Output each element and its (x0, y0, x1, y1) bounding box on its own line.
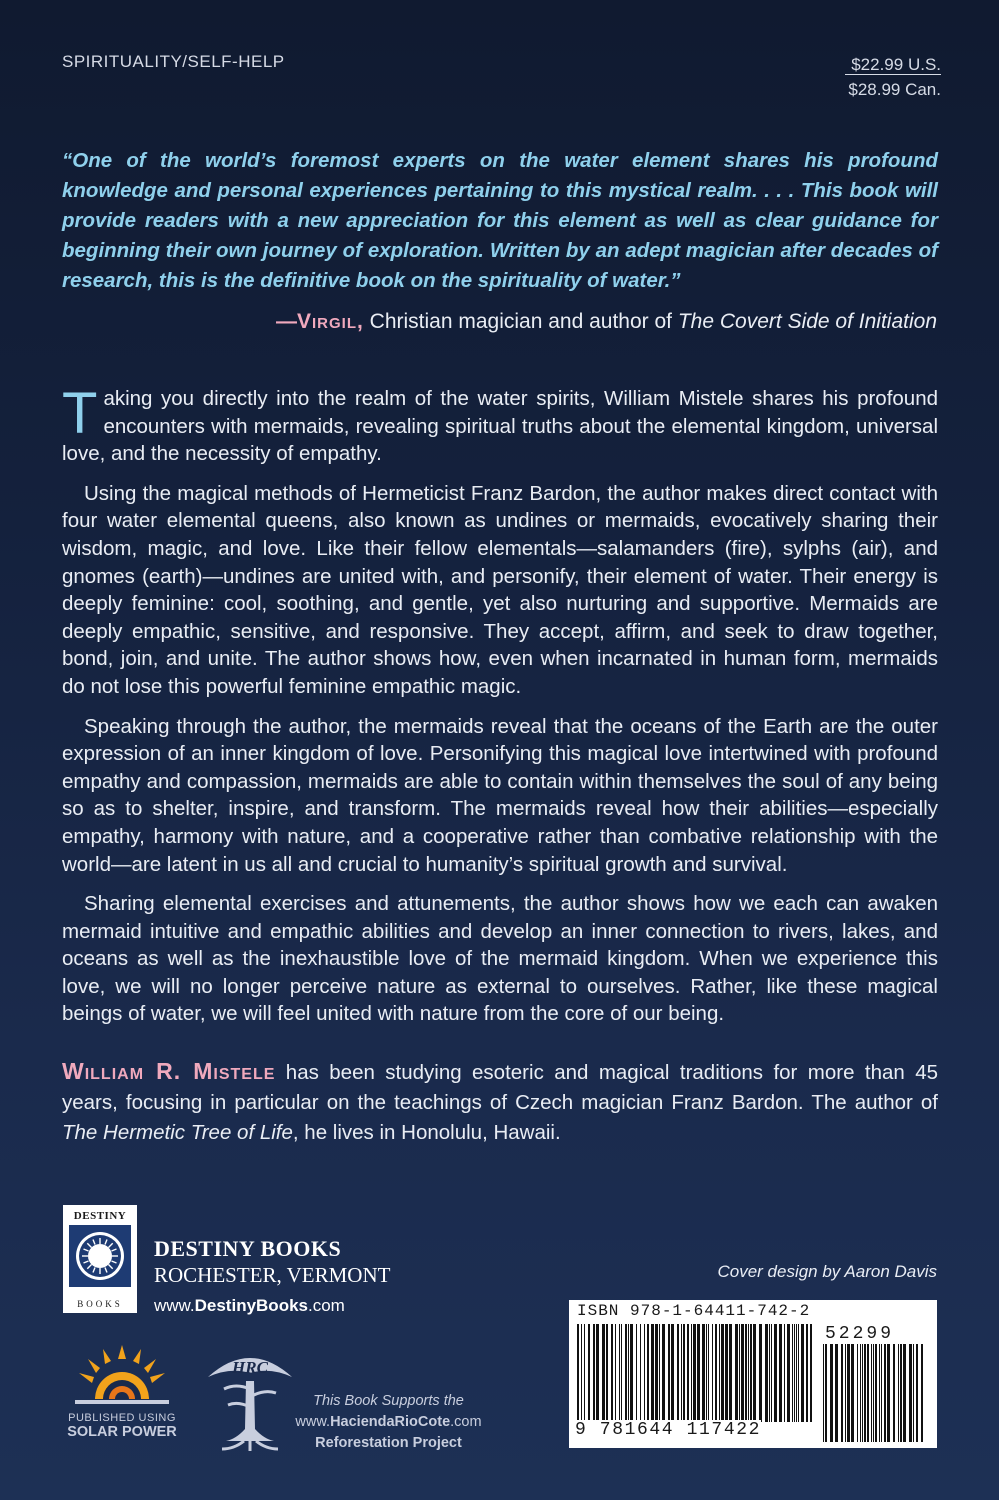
barcode-bar (857, 1344, 858, 1442)
barcode-bar (847, 1344, 850, 1442)
barcode-bar (630, 1324, 633, 1422)
barcode-bar (596, 1324, 599, 1422)
barcode-bar (771, 1324, 772, 1422)
barcode-bar (909, 1344, 912, 1442)
barcode-bar (875, 1344, 877, 1442)
support-line3: Reforestation Project (315, 1435, 462, 1451)
sun-icon (67, 1343, 177, 1405)
barcode-bar (851, 1344, 854, 1442)
endorsement-attribution (276, 310, 937, 334)
barcode-bar (893, 1344, 895, 1442)
barcode-bar (644, 1324, 645, 1422)
support-line1: This Book Supports the (313, 1393, 464, 1409)
barcode-bar (784, 1324, 785, 1422)
barcode-bar (606, 1324, 608, 1422)
barcode-bar (745, 1324, 747, 1422)
barcode-bar (677, 1324, 679, 1422)
barcode-bar (741, 1324, 744, 1422)
logo-bottom-text: BOOKS (77, 1299, 123, 1309)
reforestation-note (276, 1391, 501, 1454)
barcode-bar (577, 1324, 579, 1422)
publisher-name: DESTINY BOOKS (154, 1236, 342, 1261)
barcode-bar (584, 1324, 585, 1422)
barcode-bar (921, 1344, 923, 1442)
barcode-bar (873, 1344, 874, 1442)
barcode-bar (662, 1324, 665, 1422)
barcode-bar (729, 1324, 732, 1422)
barcode-bar (779, 1324, 782, 1422)
solar-power-badge (62, 1343, 182, 1440)
barcode-bar (884, 1344, 886, 1442)
barcode-bar (753, 1324, 756, 1422)
barcode-bar (697, 1324, 700, 1422)
barcode-bar (759, 1324, 762, 1422)
barcode-bar (903, 1344, 906, 1442)
barcode-bar (725, 1324, 728, 1422)
ean-digits: 9 781644 117422 (575, 1420, 762, 1440)
price-us: $22.99 U.S. (845, 55, 941, 75)
barcode-bar (867, 1344, 869, 1442)
barcode-bar (898, 1344, 899, 1442)
barcode-bar (708, 1324, 709, 1422)
barcode-bar (900, 1344, 902, 1442)
barcode-bar (810, 1324, 812, 1422)
barcode-bar (693, 1324, 696, 1422)
barcode-bar (640, 1324, 641, 1422)
barcode-bar (628, 1324, 629, 1422)
barcode-bar (916, 1344, 918, 1442)
barcode-bar (651, 1324, 654, 1422)
barcode-bar (721, 1324, 724, 1422)
barcode-bar (588, 1324, 590, 1422)
ean-barcode-bars (577, 1324, 817, 1422)
barcode-bar (841, 1344, 843, 1442)
hrc-logo-text: HRC (232, 1358, 268, 1377)
attribution-dash: — (275, 310, 297, 333)
barcode-bar (739, 1324, 740, 1422)
barcode-bar (864, 1344, 866, 1442)
drop-cap: T (62, 381, 98, 446)
barcode-bar (687, 1324, 689, 1422)
barcode-bar (681, 1324, 682, 1422)
barcode-bar (881, 1344, 882, 1442)
barcode-bar (835, 1344, 838, 1442)
sun-emblem-icon (69, 1225, 131, 1287)
publisher-url[interactable]: www.DestinyBooks.com (154, 1296, 345, 1315)
barcode-bar (794, 1324, 795, 1422)
barcode-bar (593, 1324, 595, 1422)
barcode-bar (845, 1344, 846, 1442)
barcode-bar (765, 1324, 768, 1422)
category-label: SPIRITUALITY/SELF-HELP (62, 52, 285, 71)
author-previous-book: The Hermetic Tree of Life (62, 1121, 293, 1144)
barcode-bar (735, 1324, 738, 1422)
barcode (569, 1300, 937, 1448)
barcode-bar (619, 1324, 620, 1422)
barcode-bar (647, 1324, 649, 1422)
barcode-bar (683, 1324, 685, 1422)
publisher-location: ROCHESTER, VERMONT (154, 1263, 391, 1287)
barcode-bar (871, 1344, 872, 1442)
endorsement-quote: “One of the world’s foremost experts on the water element shares his profound knowledge and personal experiences pertaining to this mystical realm. . . . This book will provide readers with a new appreciation for this element as well as clear guidance for beginning their own journey of exploration. Written by an adept magician after decades of research, this is the definitive book on the spirituality of water.” (62, 149, 938, 292)
barcode-bar (913, 1344, 914, 1442)
barcode-bar (615, 1324, 616, 1422)
barcode-bar (671, 1324, 674, 1422)
barcode-bar (668, 1324, 670, 1422)
price-block (845, 52, 941, 102)
barcode-bar (712, 1324, 713, 1422)
barcode-bar (611, 1324, 613, 1422)
price-can: $28.99 Can. (848, 80, 941, 99)
barcode-bar (702, 1324, 705, 1422)
barcode-bar (825, 1344, 827, 1442)
barcode-bar (801, 1324, 804, 1422)
barcode-bar (879, 1344, 880, 1442)
barcode-bar (636, 1324, 637, 1422)
barcode-bar (659, 1324, 660, 1422)
barcode-bar (625, 1324, 627, 1422)
logo-top-text: DESTINY (73, 1210, 127, 1222)
description-paragraph: Speaking through the author, the mermaids reveal that the oceans of the Earth are the outer expression of an inner kingdom of love. Personifying this magical love intertwined with profound empathy and compassion, mermaids are able to contain within themselves the soul of any being so as to shelter, inspire, and transform. The mermaids reveal how their abilities—especially empathy, harmony with nature, and a cooperative rather than combative relationship with the world—are latent in us all and crucial to humanity’s spiritual growth and survival. (62, 714, 938, 876)
barcode-bar (691, 1324, 692, 1422)
publisher-logo (63, 1205, 137, 1313)
barcode-bar (769, 1324, 770, 1422)
barcode-bar (860, 1344, 861, 1442)
book-description (62, 381, 938, 1040)
description-paragraph: Sharing elemental exercises and attunements, the author shows how we each can awaken mermaid intuitive and empathic abilities and develop an inner connection to rivers, lakes, and oceans as well as the inexhaustible love of the mermaid kingdom. When we experience this love, we will no longer perceive nature as external to ourselves. Rather, like these magical beings of water, we will feel united with nature from the core of our being. (62, 892, 938, 1026)
barcode-bar (806, 1324, 808, 1422)
barcode-bar (748, 1324, 749, 1422)
barcode-bar (787, 1324, 790, 1422)
barcode-bar (796, 1324, 797, 1422)
barcode-bar (602, 1324, 605, 1422)
description-paragraph: Taking you directly into the realm of the water spirits, William Mistele shares his profound encounters with mermaids, revealing spiritual truths about the elemental kingdom, universal love, and the necessity of empathy. (62, 381, 938, 466)
barcode-bar (655, 1324, 658, 1422)
barcode-bar (750, 1324, 752, 1422)
barcode-bar (715, 1324, 717, 1422)
barcode-bar (621, 1324, 622, 1422)
author-bio: William R. Mistele has been studying esoteric and magical traditions for more than 45 years, focusing in particular on the teachings of Czech magician Franz Bardon. The author of The Hermetic Tree of Life, he lives in Honolulu, Hawaii. (62, 1058, 939, 1144)
publisher-info (154, 1236, 390, 1316)
solar-line1: PUBLISHED USING (68, 1412, 176, 1424)
barcode-bar (774, 1324, 777, 1422)
endorser-role: Christian magician and author of (369, 310, 673, 333)
barcode-bar (581, 1324, 582, 1422)
barcode-bar (706, 1324, 707, 1422)
endorser-name: Virgil, (296, 310, 364, 333)
author-name: William R. Mistele (62, 1058, 276, 1084)
addon-digits: 52299 (825, 1324, 895, 1344)
barcode-bar (862, 1344, 863, 1442)
barcode-bar (887, 1344, 890, 1442)
endorser-work-title: The Covert Side of Initiation (677, 310, 937, 333)
barcode-bar (830, 1344, 833, 1442)
barcode-bar (798, 1324, 799, 1422)
description-paragraph: Using the magical methods of Hermeticist Franz Bardon, the author makes direct contact with four water elemental queens, also known as undines or mermaids, evocatively sharing their wisdom, magic, and love. Like their fellow elementals—salamanders (fire), sylphs (air), and gnomes (earth)—undines are united with, and personify, their element of water. Their energy is deeply feminine: cool, soothing, and gentle, yet also nurturing and supportive. Mermaids are deeply empathic, sensitive, and responsive. They accept, affirm, and seek to draw together, bond, join, and unite. The author shows how, even when incarnated in human form, mermaids do not lose this powerful feminine empathic magic. (62, 481, 938, 698)
solar-line2: SOLAR POWER (67, 1424, 177, 1440)
barcode-bar (823, 1344, 824, 1442)
isbn-number: ISBN 978-1-64411-742-2 (577, 1302, 811, 1320)
cover-design-credit: Cover design by Aaron Davis (717, 1262, 937, 1281)
barcode-bar (719, 1324, 720, 1422)
support-url[interactable]: www.HaciendaRioCote.com (295, 1414, 482, 1430)
addon-barcode-bars (823, 1344, 927, 1442)
barcode-bar (792, 1324, 793, 1422)
